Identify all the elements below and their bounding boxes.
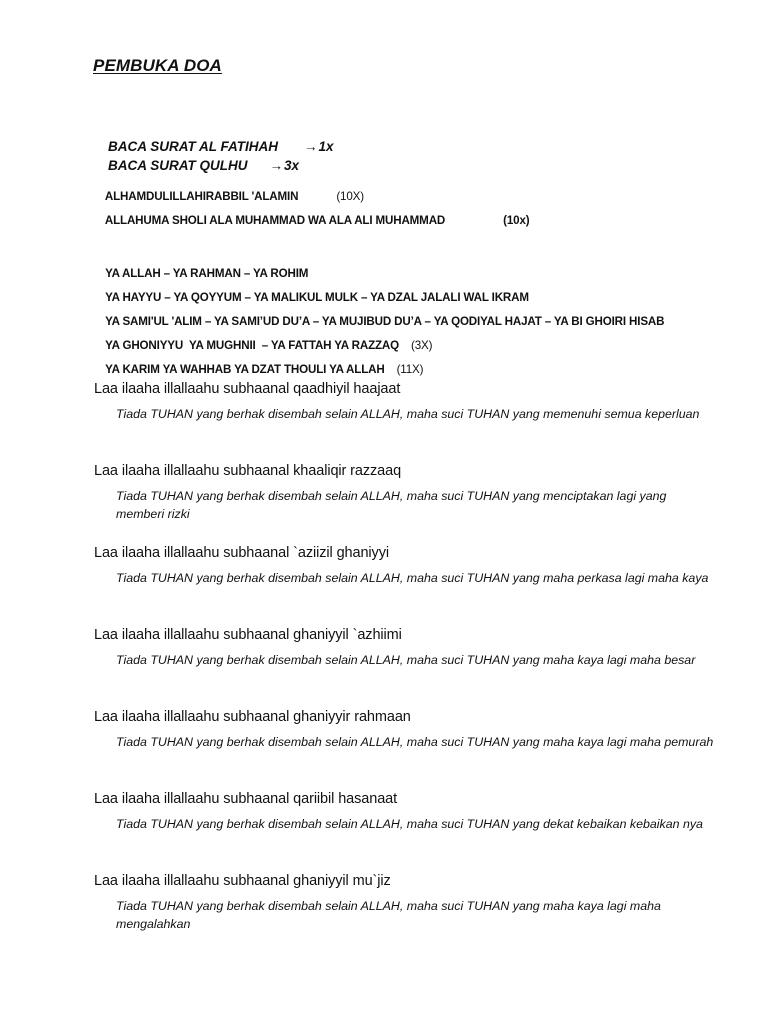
caps-line-sholawat [93,201,529,240]
caps-line-text: YA GHONIYYU YA MUGHNII – YA FATTAH YA RAZZAQ [105,339,400,352]
caps-line-text: YA KARIM YA WAHHAB YA DZAT THOULI YA ALLAH [105,363,385,376]
dzikir-meaning: Tiada TUHAN yang berhak disembah selain ALLAH, maha suci TUHAN yang menciptakan lagi yang memberi rizki [116,489,667,521]
dzikir-item [94,545,714,587]
caps-line-text: ALHAMDULILLAHIRABBIL 'ALAMIN [104,190,299,203]
dzikir-meaning: Tiada TUHAN yang berhak disembah selain ALLAH, maha suci TUHAN yang dekat kebaikan kebaikan nya [116,817,703,831]
instruction-text: BACA SURAT AL FATIHAH [108,139,279,154]
dzikir-arabic: Laa ilaaha illallaahu subhaanal qariibil hasanaat [94,791,398,807]
arrow-right-icon: → [269,158,284,173]
caps-line-text: YA HAYYU – YA QOYYUM – YA MALIKUL MULK – YA DZAL JALALI WAL IKRAM [105,291,529,304]
dzikir-arabic: Laa ilaaha illallaahu subhaanal ghaniyyil mu`jiz [94,873,391,889]
instruction-count: 1x [318,139,334,154]
dzikir-arabic: Laa ilaaha illallaahu subhaanal ghaniyyil `azhiimi [94,627,402,643]
repeat-count: (11X) [396,363,424,376]
arrow-right-icon: → [304,139,318,154]
dzikir-meaning: Tiada TUHAN yang berhak disembah selain ALLAH, maha suci TUHAN yang maha kaya lagi maha pemurah [116,735,714,749]
dzikir-arabic: Laa ilaaha illallaahu subhaanal ghaniyyir rahmaan [94,709,411,725]
caps-line-text: ALLAHUMA SHOLI ALA MUHAMMAD WA ALA ALI MUHAMMAD [104,214,446,227]
repeat-count: (10X) [336,190,364,203]
repeat-count: (10x) [503,214,530,227]
dzikir-meaning: Tiada TUHAN yang berhak disembah selain ALLAH, maha suci TUHAN yang maha kaya lagi maha mengalahkan [116,899,661,931]
dzikir-arabic: Laa ilaaha illallaahu subhaanal khaaliqir razzaaq [94,463,402,479]
document-title: PEMBUKA DOA [93,56,222,75]
dzikir-meaning: Tiada TUHAN yang berhak disembah selain ALLAH, maha suci TUHAN yang maha kaya lagi maha besar [116,653,696,667]
caps-line-text: YA SAMI'UL 'ALIM – YA SAMI’UD DU’A – YA MUJIBUD DU’A – YA QODIYAL HAJAT – YA BI GHOIRI HISAB [105,315,665,328]
dzikir-arabic: Laa ilaaha illallaahu subhaanal qaadhiyil haajaat [94,381,401,397]
dzikir-item [94,463,714,523]
repeat-count: (3X) [411,339,433,352]
caps-line-text: YA ALLAH – YA RAHMAN – YA ROHIM [105,267,309,280]
dzikir-meaning: Tiada TUHAN yang berhak disembah selain ALLAH, maha suci TUHAN yang memenuhi semua keperluan [116,407,700,421]
instruction-text: BACA SURAT QULHU [108,158,248,173]
dzikir-item [94,627,714,669]
dzikir-item [94,873,714,933]
dzikir-item [94,791,714,833]
dzikir-item [94,709,714,751]
instruction-count: 3x [284,158,300,173]
dzikir-arabic: Laa ilaaha illallaahu subhaanal `aziizil ghaniyyi [94,545,389,561]
dzikir-item [94,381,714,423]
dzikir-meaning: Tiada TUHAN yang berhak disembah selain ALLAH, maha suci TUHAN yang maha perkasa lagi maha kaya [116,571,709,585]
